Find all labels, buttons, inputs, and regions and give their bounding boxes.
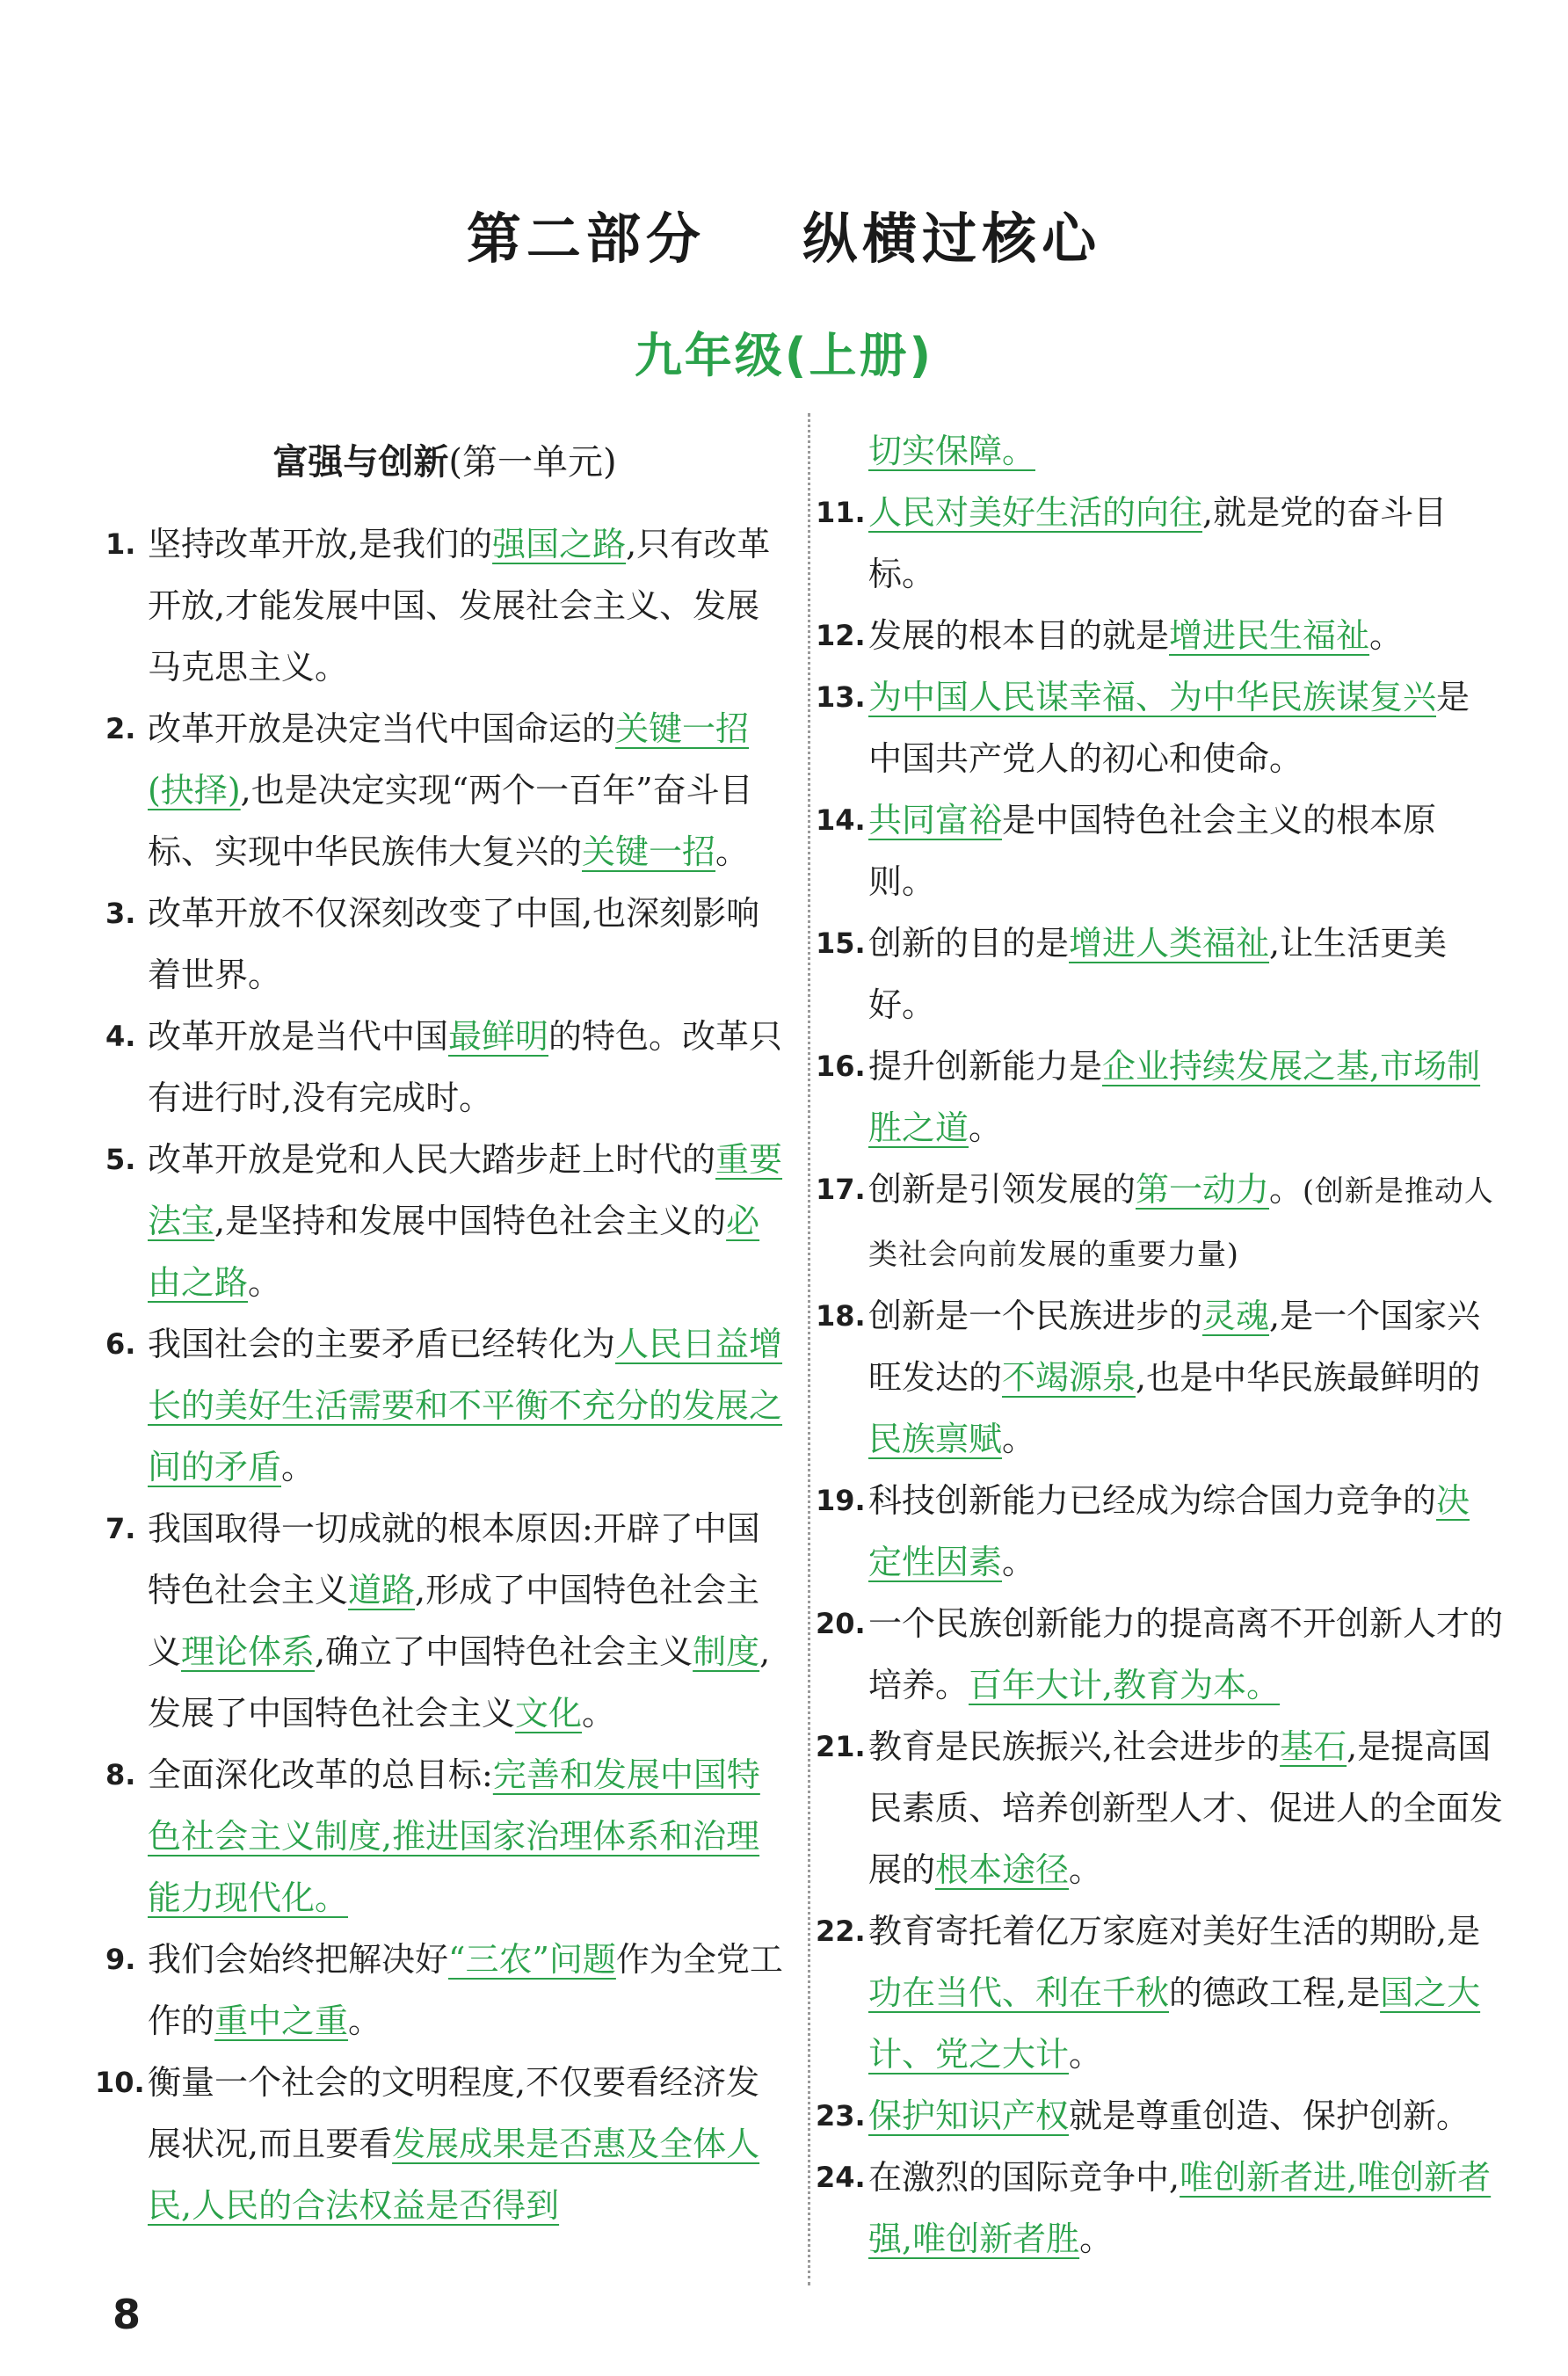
list-item — [816, 1716, 1504, 1900]
item-number: 12. — [816, 619, 866, 652]
answer-text: 企业持续发展之基,市场制胜之道 — [868, 1047, 1481, 1147]
item-text: 。 — [281, 1448, 316, 1486]
item-text: 的特色。改革只有进行时,没有完成时。 — [148, 1017, 783, 1117]
answer-text: 切实保障。 — [868, 432, 1036, 470]
item-text: ,发展了中国特色社会主义 — [148, 1632, 771, 1733]
answer-text: 百年大计,教育为本。 — [969, 1666, 1281, 1704]
item-number: 10. — [95, 2066, 145, 2099]
right-column — [816, 420, 1504, 2270]
item-text: 。 — [969, 1108, 1003, 1147]
list-item — [105, 513, 784, 698]
list-item — [816, 2147, 1503, 2270]
item-text: ,也是决定实现“两个一百年”奋斗目标、实现中华民族伟大复兴的 — [148, 771, 753, 871]
item-number: 23. — [816, 2099, 866, 2133]
item-number: 2. — [105, 712, 136, 745]
item-number: 6. — [105, 1327, 136, 1361]
item-text: 教育寄托着亿万家庭对美好生活的期盼,是 — [868, 1912, 1481, 1951]
item-text: ,确立了中国特色社会主义 — [315, 1632, 693, 1671]
item-text: 在激烈的国际竞争中, — [868, 2158, 1180, 2197]
list-item — [816, 789, 1503, 912]
item-text: 创新是引领发展的 — [868, 1170, 1136, 1209]
answer-text: 文化 — [515, 1694, 583, 1733]
page-title: 第二部分 纵横过核心 — [466, 207, 1102, 271]
item-text: 。 — [1269, 1170, 1303, 1209]
answer-text: 增进民生福祉 — [1169, 616, 1370, 655]
left-column — [95, 420, 784, 2236]
left-item-list — [95, 513, 784, 2236]
right-item-list — [816, 482, 1504, 2270]
item-text: 作为全党工作的 — [148, 1940, 783, 2040]
list-item — [105, 1313, 784, 1498]
item-text: 发展的根本目的就是 — [868, 616, 1170, 655]
answer-text: 发展成果是否惠及全体人民,人民的合法权益是否得到 — [148, 2125, 760, 2225]
item-text: 。 — [1002, 1543, 1036, 1581]
item-text: ,就是党的奋斗目标。 — [868, 493, 1448, 593]
answer-text: 不竭源泉 — [1002, 1358, 1136, 1397]
item-number: 11. — [816, 496, 866, 529]
answer-text: 完善和发展中国特色社会主义制度,推进国家治理体系和治理能力现代化。 — [148, 1755, 760, 1917]
item-number: 19. — [816, 1484, 866, 1517]
page-number: 8 — [113, 2291, 142, 2338]
item-text: 创新的目的是 — [868, 924, 1070, 963]
list-item — [816, 912, 1503, 1035]
list-item — [105, 1498, 784, 1744]
item-number: 3. — [105, 897, 136, 930]
item-text: ,是一个国家兴旺发达的 — [868, 1297, 1481, 1397]
grade-title: 九年级(上册) — [634, 328, 934, 383]
item-text: 是中国特色社会主义的根本原则。 — [868, 801, 1437, 901]
item-text: ,只有改革开放,才能发展中国、发展社会主义、发展马克思主义。 — [148, 525, 771, 687]
continued-line — [826, 420, 1503, 482]
item-number: 21. — [816, 1730, 866, 1763]
item-text: 。 — [1002, 1420, 1036, 1458]
item-text: 。 — [582, 1694, 616, 1733]
unit-title-main: 富强与创新 — [272, 442, 449, 483]
unit-title — [105, 420, 784, 505]
list-item — [105, 698, 784, 883]
item-text: 改革开放不仅深刻改变了中国,也深刻影响着世界。 — [148, 894, 760, 994]
list-item — [95, 2052, 784, 2236]
answer-text: 理论体系 — [181, 1632, 316, 1671]
list-item — [105, 1006, 784, 1129]
answer-text: 根本途径 — [935, 1850, 1070, 1889]
column-divider — [808, 413, 810, 2285]
item-number: 4. — [105, 1020, 136, 1053]
answer-text: 制度 — [693, 1632, 760, 1671]
item-text: 。 — [348, 2002, 382, 2040]
item-number: 9. — [105, 1943, 136, 1976]
item-number: 7. — [105, 1512, 136, 1545]
item-text: ,形成了中国特色社会主义 — [148, 1571, 760, 1671]
list-item — [816, 666, 1503, 789]
item-text: 衡量一个社会的文明程度,不仅要看经济发展状况,而且要看 — [148, 2063, 760, 2163]
answer-text: 决定性因素 — [868, 1481, 1470, 1581]
item-number: 22. — [816, 1915, 866, 1948]
answer-text: 最鲜明 — [448, 1017, 549, 1056]
answer-text: 功在当代、利在千秋 — [868, 1973, 1170, 2012]
item-number: 8. — [105, 1758, 136, 1791]
item-text: ,是提高国民素质、培养创新型人才、促进人的全面发展的 — [868, 1727, 1504, 1889]
item-text: ,是坚持和发展中国特色社会主义的 — [214, 1202, 727, 1240]
answer-text: 强国之路 — [492, 525, 627, 563]
list-item — [816, 482, 1503, 605]
answer-text: 第一动力 — [1136, 1170, 1270, 1209]
list-item — [816, 1900, 1503, 2085]
answer-text: “三农”问题 — [448, 1940, 616, 1979]
list-item — [105, 1129, 784, 1313]
item-text: 我国取得一切成就的根本原因:开辟了中国特色社会主义 — [148, 1509, 760, 1609]
list-item — [816, 1470, 1503, 1593]
answer-text: 基石 — [1280, 1727, 1347, 1766]
item-text: 的德政工程,是 — [1169, 1973, 1381, 2012]
answer-text: 关键一招(抉择) — [148, 709, 750, 810]
item-number: 16. — [816, 1050, 866, 1083]
list-item — [105, 1744, 784, 1929]
answer-text: 民族禀赋 — [868, 1420, 1003, 1458]
list-item — [105, 883, 784, 1006]
item-text: 。 — [1369, 616, 1404, 655]
item-text: 科技创新能力已经成为综合国力竞争的 — [868, 1481, 1437, 1520]
item-number: 17. — [816, 1173, 866, 1206]
item-text: 我国社会的主要矛盾已经转化为 — [148, 1325, 616, 1363]
answer-text: 保护知识产权 — [868, 2096, 1070, 2135]
item-text: ,让生活更美好。 — [868, 924, 1448, 1024]
item-text: 教育是民族振兴,社会进步的 — [868, 1727, 1281, 1766]
item-text: ,也是中华民族最鲜明的 — [1136, 1358, 1481, 1397]
item-text: 是中国共产党人的初心和使命。 — [868, 678, 1470, 778]
item-text: 我们会始终把解决好 — [148, 1940, 449, 1979]
item-text: 一个民族创新能力的提高离不开创新人才的培养。 — [868, 1604, 1504, 1704]
item-text: 改革开放是决定当代中国命运的 — [148, 709, 616, 748]
item-number: 1. — [105, 527, 136, 561]
answer-text: 重中之重 — [214, 2002, 349, 2040]
item-text: 。 — [1069, 2035, 1103, 2074]
answer-text: 国之大计、党之大计 — [868, 1973, 1481, 2074]
unit-title-sub: (第一单元) — [448, 442, 617, 483]
list-item — [816, 1035, 1503, 1159]
item-text: 提升创新能力是 — [868, 1047, 1103, 1086]
item-number: 15. — [816, 926, 866, 960]
item-text: 。 — [1079, 2220, 1114, 2258]
item-text: 创新是一个民族进步的 — [868, 1297, 1203, 1335]
item-number: 18. — [816, 1299, 866, 1333]
answer-text: 必由之路 — [148, 1202, 760, 1302]
list-item — [816, 2085, 1503, 2147]
answer-text: 灵魂 — [1202, 1297, 1270, 1335]
answer-text: 道路 — [348, 1571, 416, 1609]
answer-text: 关键一招 — [582, 832, 716, 871]
answer-text: 为中国人民谋幸福、为中华民族谋复兴 — [868, 678, 1437, 716]
list-item — [816, 605, 1503, 666]
item-number: 14. — [816, 803, 866, 837]
item-text: 就是尊重创造、保护创新。 — [1069, 2096, 1470, 2135]
list-item — [816, 1285, 1503, 1470]
list-item — [105, 1929, 784, 2052]
note-text: (创新是推动人类社会向前发展的重要力量) — [868, 1173, 1494, 1271]
answer-text: 人民对美好生活的向往 — [868, 493, 1203, 532]
item-text: 改革开放是党和人民大踏步赶上时代的 — [148, 1140, 716, 1179]
item-text: 。 — [715, 832, 750, 871]
list-item — [816, 1593, 1504, 1716]
item-text: 全面深化改革的总目标: — [148, 1755, 493, 1794]
item-text: 坚持改革开放,是我们的 — [148, 525, 493, 563]
item-number: 20. — [816, 1607, 866, 1640]
list-item — [816, 1159, 1503, 1285]
item-text: 。 — [1069, 1850, 1103, 1889]
item-number: 24. — [816, 2161, 866, 2194]
answer-text: 唯创新者进,唯创新者强,唯创新者胜 — [868, 2158, 1492, 2258]
item-text: 。 — [248, 1263, 282, 1302]
answer-text: 增进人类福祉 — [1069, 924, 1270, 963]
answer-text: 共同富裕 — [868, 801, 1003, 839]
item-text: 改革开放是当代中国 — [148, 1017, 449, 1056]
answer-text: 重要法宝 — [148, 1140, 783, 1240]
item-number: 5. — [105, 1143, 136, 1176]
answer-text: 人民日益增长的美好生活需要和不平衡不充分的发展之间的矛盾 — [148, 1325, 783, 1486]
item-number: 13. — [816, 680, 866, 714]
